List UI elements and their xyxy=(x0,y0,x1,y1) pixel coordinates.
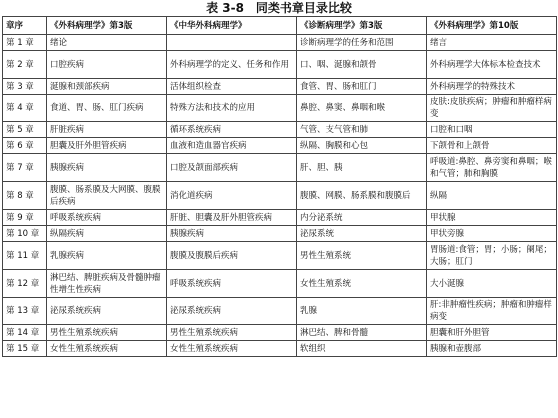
table-cell: 男性生殖系统疾病 xyxy=(167,325,297,341)
table-row xyxy=(3,270,557,298)
table-cell: 女性生殖系统疾病 xyxy=(167,341,297,357)
table-cell: 淋巴结、脾和骨髓 xyxy=(297,325,427,341)
table-row xyxy=(3,79,557,95)
table-cell: 涎腺和颈部疾病 xyxy=(47,79,167,95)
table-cell: 腹膜及腹膜后疾病 xyxy=(167,242,297,270)
table-cell: 甲状旁腺 xyxy=(427,226,557,242)
table-row xyxy=(3,226,557,242)
table-row xyxy=(3,210,557,226)
table-row xyxy=(3,325,557,341)
table-row xyxy=(3,95,557,122)
table-cell: 胰腺疾病 xyxy=(167,226,297,242)
table-cell: 甲状腺 xyxy=(427,210,557,226)
header-row xyxy=(3,17,557,35)
table-cell: 乳腺疾病 xyxy=(47,242,167,270)
table-cell: 女性生殖系统 xyxy=(297,270,427,298)
table-row xyxy=(3,298,557,325)
table-cell: 男性生殖系统疾病 xyxy=(47,325,167,341)
table-cell: 鼻腔、鼻窦、鼻咽和喉 xyxy=(297,95,427,122)
chapter-cell: 第 12 章 xyxy=(3,270,47,298)
table-cell: 软组织 xyxy=(297,341,427,357)
table-cell: 肝脏、胆囊及肝外胆管疾病 xyxy=(167,210,297,226)
table-cell: 胃肠道:食管；胃；小肠；阑尾；大肠；肛门 xyxy=(427,242,557,270)
table-row xyxy=(3,154,557,182)
chapter-cell: 第 6 章 xyxy=(3,138,47,154)
table-cell: 食管、胃、肠和肛门 xyxy=(297,79,427,95)
table-row xyxy=(3,182,557,210)
table-cell: 腹膜、肠系膜及大网膜、腹膜后疾病 xyxy=(47,182,167,210)
table-cell: 下颌骨和上颌骨 xyxy=(427,138,557,154)
table-cell: 纵隔、胸膜和心包 xyxy=(297,138,427,154)
table-cell: 胆囊和肝外胆管 xyxy=(427,325,557,341)
table-cell: 活体组织检查 xyxy=(167,79,297,95)
table-cell: 泌尿系统 xyxy=(297,226,427,242)
table-row xyxy=(3,51,557,79)
chapter-cell: 第 9 章 xyxy=(3,210,47,226)
chapter-cell: 第 5 章 xyxy=(3,122,47,138)
chapter-cell: 第 7 章 xyxy=(3,154,47,182)
table-cell: 呼吸系统疾病 xyxy=(167,270,297,298)
table-cell: 气管、支气管和肺 xyxy=(297,122,427,138)
table-cell: 血液和造血器官疾病 xyxy=(167,138,297,154)
table-cell: 胰腺疾病 xyxy=(47,154,167,182)
table-cell xyxy=(167,35,297,51)
chapter-cell: 第 2 章 xyxy=(3,51,47,79)
table-cell: 腹膜、网膜、肠系膜和腹膜后 xyxy=(297,182,427,210)
header-cell: 章序 xyxy=(3,17,47,35)
chapter-cell: 第 15 章 xyxy=(3,341,47,357)
table-row xyxy=(3,341,557,357)
table-cell: 循环系统疾病 xyxy=(167,122,297,138)
table-cell: 消化道疾病 xyxy=(167,182,297,210)
table-cell: 胆囊及肝外胆管疾病 xyxy=(47,138,167,154)
table-row xyxy=(3,138,557,154)
chapter-cell: 第 14 章 xyxy=(3,325,47,341)
header-cell: 《中华外科病理学》 xyxy=(167,17,297,35)
chapter-cell: 第 11 章 xyxy=(3,242,47,270)
table-cell: 外科病理学的定义、任务和作用 xyxy=(167,51,297,79)
table-cell: 口腔及颌面部疾病 xyxy=(167,154,297,182)
table-cell: 女性生殖系统疾病 xyxy=(47,341,167,357)
table-cell: 胰腺和壶腹部 xyxy=(427,341,557,357)
table-body xyxy=(3,35,557,357)
table-cell: 泌尿系统疾病 xyxy=(167,298,297,325)
table-cell: 泌尿系统疾病 xyxy=(47,298,167,325)
table-cell: 口、咽、涎腺和颌骨 xyxy=(297,51,427,79)
header-cell: 《诊断病理学》第3版 xyxy=(297,17,427,35)
table-cell: 皮肤:皮肤疾病；肿瘤和肿瘤样病变 xyxy=(427,95,557,122)
table-cell: 呼吸道:鼻腔、鼻旁窦和鼻咽；喉和气管；肺和胸膜 xyxy=(427,154,557,182)
table-row xyxy=(3,35,557,51)
chapter-cell: 第 1 章 xyxy=(3,35,47,51)
table-cell: 肝:非肿瘤性疾病；肿瘤和肿瘤样病变 xyxy=(427,298,557,325)
table-cell: 特殊方法和技术的应用 xyxy=(167,95,297,122)
chapter-cell: 第 10 章 xyxy=(3,226,47,242)
table-cell: 诊断病理学的任务和范围 xyxy=(297,35,427,51)
table-cell: 口腔疾病 xyxy=(47,51,167,79)
table-cell: 绪言 xyxy=(427,35,557,51)
table-cell: 食道、胃、肠、肛门疾病 xyxy=(47,95,167,122)
table-cell: 纵隔 xyxy=(427,182,557,210)
table-cell: 乳腺 xyxy=(297,298,427,325)
table-cell: 肝、胆、胰 xyxy=(297,154,427,182)
table-cell: 呼吸系统疾病 xyxy=(47,210,167,226)
table-cell: 外科病理学的特殊技术 xyxy=(427,79,557,95)
header-cell: 《外科病理学》第10版 xyxy=(427,17,557,35)
chapter-cell: 第 4 章 xyxy=(3,95,47,122)
table-cell: 外科病理学大体标本检查技术 xyxy=(427,51,557,79)
chapter-cell: 第 3 章 xyxy=(3,79,47,95)
table-row xyxy=(3,242,557,270)
header-cell: 《外科病理学》第3版 xyxy=(47,17,167,35)
table-cell: 纵隔疾病 xyxy=(47,226,167,242)
table-cell: 肝脏疾病 xyxy=(47,122,167,138)
table-cell: 口腔和口咽 xyxy=(427,122,557,138)
chapter-cell: 第 8 章 xyxy=(3,182,47,210)
table-cell: 淋巴结、脾脏疾病及骨髓肿瘤性增生性疾病 xyxy=(47,270,167,298)
table-title: 表 3-8 同类书章目录比较 xyxy=(206,1,352,15)
chapter-cell: 第 13 章 xyxy=(3,298,47,325)
table-cell: 绪论 xyxy=(47,35,167,51)
table-cell: 大小涎腺 xyxy=(427,270,557,298)
table-cell: 男性生殖系统 xyxy=(297,242,427,270)
table-cell: 内分泌系统 xyxy=(297,210,427,226)
table-row xyxy=(3,122,557,138)
chapter-comparison-table xyxy=(2,16,557,357)
